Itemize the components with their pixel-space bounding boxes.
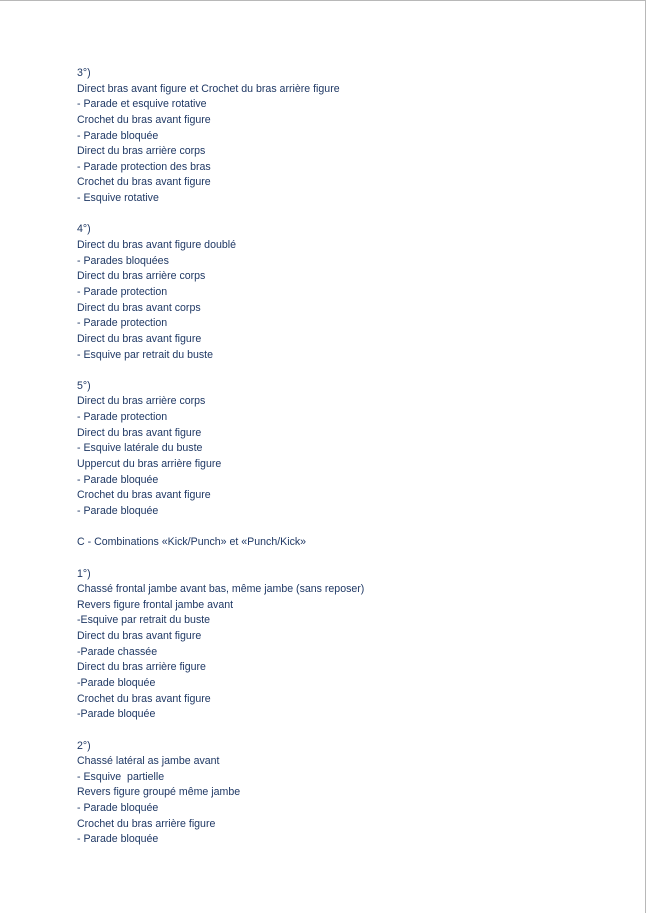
text-line: - Parade protection [77, 285, 168, 298]
text-line: -Esquive par retrait du buste [77, 614, 211, 627]
text-line: Direct du bras avant figure [77, 426, 202, 439]
text-block-sequence-4 [77, 222, 617, 363]
text-line: Direct du bras avant corps [77, 301, 201, 314]
text-line: - Parade bloquée [77, 473, 159, 486]
block-heading: 2°) [77, 739, 91, 752]
text-block-sequence-3 [77, 66, 617, 207]
block-heading: C - Combinations «Kick/Punch» et «Punch/Kick» [77, 536, 307, 549]
text-line: - Parade protection des bras [77, 160, 211, 173]
text-line: Direct du bras avant figure [77, 630, 202, 643]
text-line: - Parade bloquée [77, 129, 159, 142]
text-line: Crochet du bras avant figure [77, 489, 211, 502]
text-line: Crochet du bras avant figure [77, 692, 211, 705]
block-heading: 5°) [77, 379, 91, 392]
text-block-section-c-heading [77, 535, 617, 551]
block-heading: 3°) [77, 67, 91, 79]
paragraph-spacer [77, 551, 617, 567]
text-block-sequence-5 [77, 379, 617, 520]
text-line: Crochet du bras avant figure [77, 113, 211, 126]
text-line: Uppercut du bras arrière figure [77, 458, 222, 471]
text-line: - Esquive partielle [77, 770, 165, 783]
text-line: - Parade bloquée [77, 802, 159, 815]
text-line: Direct du bras avant figure doublé [77, 239, 236, 252]
text-line: Direct du bras arrière corps [77, 270, 206, 283]
text-block-combination-1 [77, 567, 617, 723]
text-line: - Esquive latérale du buste [77, 442, 203, 455]
block-heading: 4°) [77, 223, 91, 236]
text-line: -Parade bloquée [77, 708, 156, 721]
text-line: Chassé frontal jambe avant bas, même jambe (sans reposer) [77, 583, 365, 596]
text-line: Direct du bras arrière corps [77, 395, 206, 408]
text-line: - Parade protection [77, 317, 168, 330]
document-body [77, 66, 617, 848]
paragraph-spacer [77, 207, 617, 223]
text-line: - Parades bloquées [77, 254, 169, 267]
text-line: -Parade chassée [77, 645, 158, 658]
text-line: Revers figure frontal jambe avant [77, 598, 234, 611]
text-line: Chassé latéral as jambe avant [77, 755, 220, 768]
text-line: - Parade bloquée [77, 504, 159, 517]
text-line: - Esquive rotative [77, 192, 159, 205]
text-line: Crochet du bras arrière figure [77, 817, 216, 830]
paragraph-spacer [77, 520, 617, 536]
paragraph-spacer [77, 363, 617, 379]
text-block-combination-2 [77, 739, 617, 848]
text-line: - Parade et esquive rotative [77, 98, 207, 111]
text-line: Direct du bras avant figure [77, 332, 202, 345]
text-line: - Parade protection [77, 411, 168, 424]
text-line: -Parade bloquée [77, 676, 156, 689]
text-line: Direct du bras arrière figure [77, 661, 206, 674]
text-line: Direct du bras arrière corps [77, 145, 206, 158]
text-line: Revers figure groupé même jambe [77, 786, 241, 799]
text-line: Crochet du bras avant figure [77, 176, 211, 189]
text-line: - Esquive par retrait du buste [77, 348, 214, 361]
block-heading: 1°) [77, 567, 91, 580]
text-line: - Parade bloquée [77, 833, 159, 846]
text-line: Direct bras avant figure et Crochet du bras arrière figure [77, 82, 340, 95]
paragraph-spacer [77, 723, 617, 739]
